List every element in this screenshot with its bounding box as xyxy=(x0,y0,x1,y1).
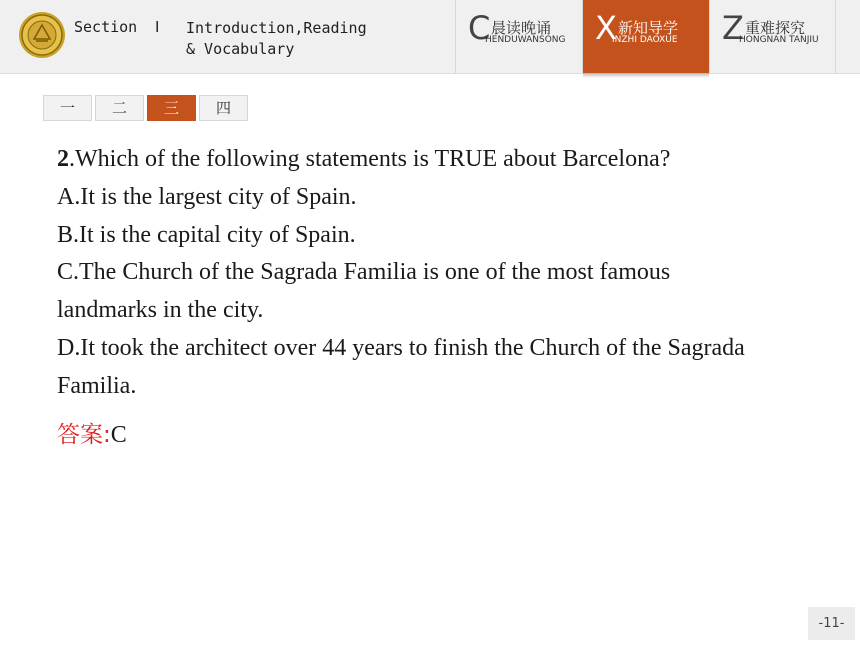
answer-label: 答案: xyxy=(57,422,111,448)
section-title-line1: Introduction,Reading xyxy=(186,19,367,37)
question-stem xyxy=(57,141,757,179)
option-a: A.It is the largest city of Spain. xyxy=(57,183,357,210)
section-number: Ⅰ xyxy=(155,18,160,36)
option-c: C.The Church of the Sagrada Familia is one of the most famous landmarks in the city. xyxy=(57,259,671,324)
section-label: Section xyxy=(74,18,138,36)
tab-label-cn: 新知导学 xyxy=(618,19,679,37)
tab-zhongnan-tanjiu[interactable] xyxy=(709,0,836,73)
section-title-line2: & Vocabulary xyxy=(186,40,295,58)
option-d: D.It took the architect over 44 years to finish the Church of the Sagrada Familia. xyxy=(57,334,745,399)
tab-label-cn: 重难探究 xyxy=(745,19,806,37)
answer-line xyxy=(57,416,127,449)
question-number: 2 xyxy=(57,146,69,172)
page-number: -11- xyxy=(808,607,855,640)
tab-divider xyxy=(835,0,836,73)
tab-label-pinyin: HENDUWANSONG xyxy=(485,35,566,45)
subtab-4[interactable]: 四 xyxy=(199,95,248,121)
subtab-2[interactable]: 二 xyxy=(95,95,144,121)
answer-value: C xyxy=(110,422,127,448)
tab-letter: C xyxy=(468,9,491,47)
subtab-1[interactable]: 一 xyxy=(43,95,92,121)
question-text: .Which of the following statements is TRUE about Barcelona? xyxy=(69,146,671,172)
active-tab-shadow xyxy=(583,73,709,78)
tab-label-pinyin: INZHI DAOXUE xyxy=(612,35,678,45)
tab-label-cn: 晨读晚诵 xyxy=(491,19,552,37)
top-header xyxy=(0,0,860,74)
section-title xyxy=(186,18,426,60)
tab-xinzhi-daoxue[interactable] xyxy=(582,0,709,73)
option-b: B.It is the capital city of Spain. xyxy=(57,221,356,248)
school-emblem-icon xyxy=(18,11,66,59)
subtab-3[interactable]: 三 xyxy=(147,95,196,121)
question-block xyxy=(57,141,757,406)
tab-label-pinyin: HONGNAN TANJIU xyxy=(739,35,819,45)
tab-chendu-wansong[interactable] xyxy=(455,0,582,73)
tab-letter: Z xyxy=(722,9,744,47)
tab-letter: X xyxy=(595,9,617,47)
